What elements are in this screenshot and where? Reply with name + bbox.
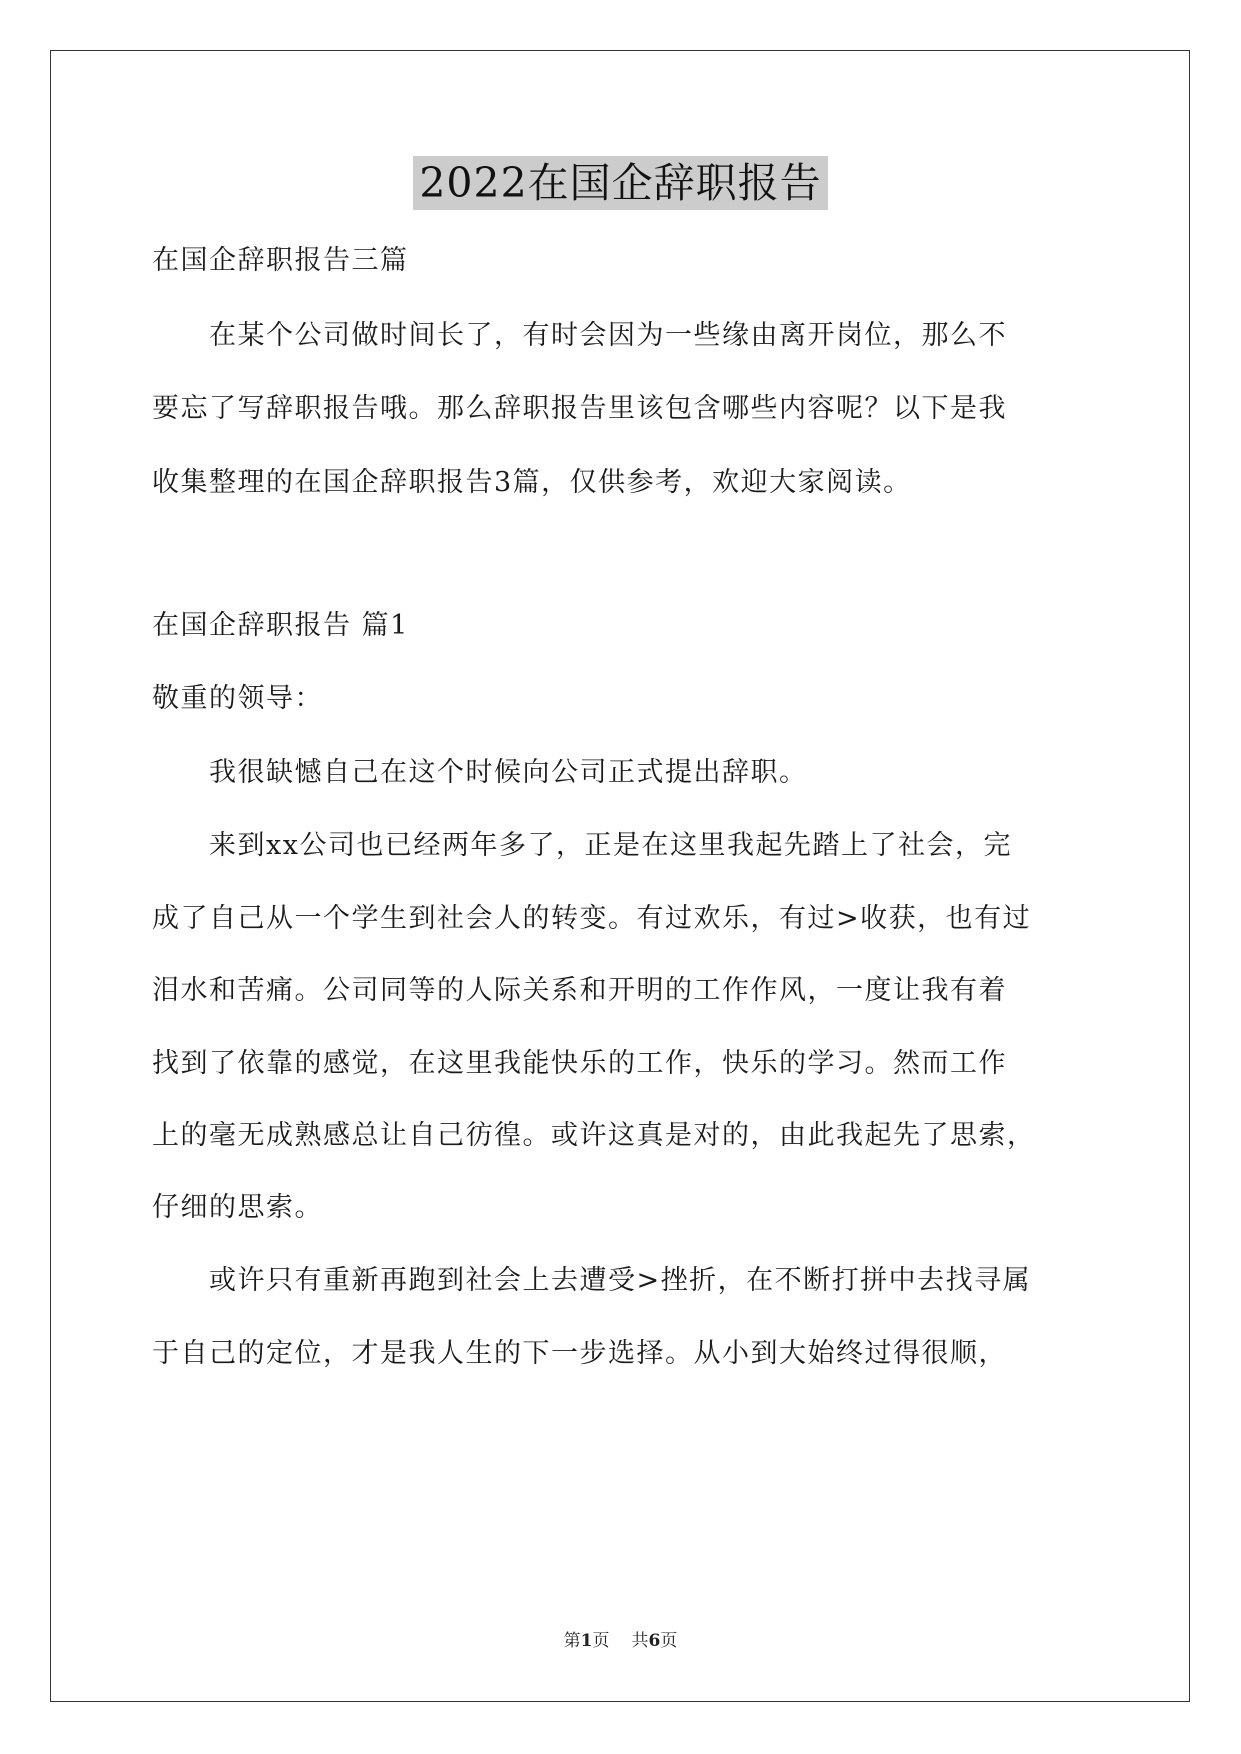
paragraph-line: 我很缺憾自己在这个时候向公司正式提出辞职。 <box>152 757 808 788</box>
paragraph-line: 上的毫无成熟感总让自己彷徨。或许这真是对的，由此我起先了思索， <box>152 1120 1036 1151</box>
paragraph-line: 仔细的思索。 <box>152 1192 323 1223</box>
paragraph-line: 找到了依靠的感觉，在这里我能快乐的工作，快乐的学习。然而工作 <box>152 1048 1007 1079</box>
page-frame <box>50 50 1190 1702</box>
total-prefix: 共 <box>631 1631 649 1651</box>
paragraph-line: 在某个公司做时间长了，有时会因为一些缘由离开岗位，那么不 <box>152 320 1007 351</box>
paragraph-line: 泪水和苦痛。公司同等的人际关系和开明的工作作风，一度让我有着 <box>152 975 1007 1006</box>
paragraph-line: 或许只有重新再跑到社会上去遭受>挫折，在不断打拼中去找寻属 <box>152 1265 1032 1296</box>
page-footer <box>0 1626 1241 1651</box>
paragraph-line: 成了自己从一个学生到社会人的转变。有过欢乐，有过>收获，也有过 <box>152 903 1032 934</box>
paragraph-line: 于自己的定位，才是我人生的下一步选择。从小到大始终过得很顺， <box>152 1338 1007 1369</box>
paragraph-line: 要忘了写辞职报告哦。那么辞职报告里该包含哪些内容呢？以下是我 <box>152 393 1007 424</box>
subtitle-line: 在国企辞职报告三篇 <box>152 245 409 276</box>
total-suffix: 页 <box>660 1631 678 1651</box>
total-pages: 6 <box>648 1631 661 1651</box>
page-prefix: 第 <box>563 1631 581 1651</box>
page-number: 1 <box>580 1631 593 1651</box>
paragraph-line: 来到xx公司也已经两年多了，正是在这里我起先踏上了社会，完 <box>152 830 1012 861</box>
title-container <box>0 156 1241 210</box>
paragraph-line: 收集整理的在国企辞职报告3篇，仅供参考，欢迎大家阅读。 <box>152 467 912 498</box>
page-suffix: 页 <box>592 1631 610 1651</box>
salutation-line: 敬重的领导： <box>152 683 323 714</box>
document-title: 2022在国企辞职报告 <box>413 156 827 210</box>
section-heading: 在国企辞职报告 篇1 <box>152 610 409 641</box>
